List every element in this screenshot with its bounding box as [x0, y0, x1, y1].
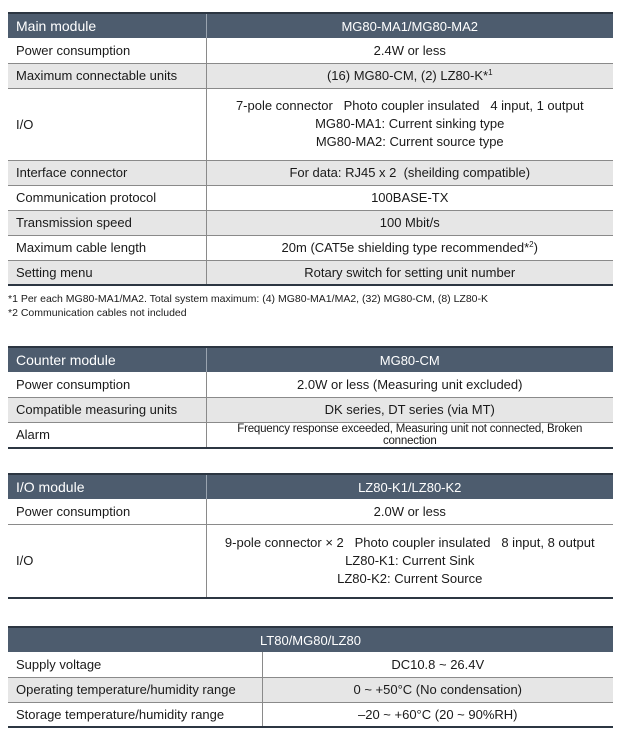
table-row: [8, 210, 613, 235]
row-value: 100BASE-TX: [206, 185, 613, 210]
row-label: Interface connector: [8, 160, 206, 185]
row-value: [206, 88, 613, 160]
row-value: –20 ~ +60°C (20 ~ 90%RH): [262, 702, 613, 727]
row-label: I/O: [8, 524, 206, 598]
row-value-line: 7-pole connector Photo coupler insulated 4 input, 1 output: [235, 98, 584, 113]
row-label: Power consumption: [8, 372, 206, 397]
main-module-table: [8, 12, 613, 286]
table-row: [8, 372, 613, 397]
row-value-line: LZ80-K2: Current Source: [337, 570, 483, 586]
counter-module-header: [8, 347, 613, 372]
table-row: [8, 677, 613, 702]
table-row: [8, 397, 613, 422]
row-value: For data: RJ45 x 2 (sheilding compatible): [206, 160, 613, 185]
row-value-line: MG80-MA2: Current source type: [315, 134, 504, 149]
row-label: Operating temperature/humidity range: [8, 677, 262, 702]
row-label: Setting menu: [8, 260, 206, 285]
table-row: [8, 38, 613, 63]
header-label: Main module: [8, 13, 206, 38]
table-row: [8, 63, 613, 88]
row-label: Maximum connectable units: [8, 63, 206, 88]
footnote-ref: 1: [488, 68, 493, 77]
footnote-ref: 2: [529, 240, 534, 249]
table-row: [8, 235, 613, 260]
row-value: DK series, DT series (via MT): [206, 397, 613, 422]
row-value: 2.0W or less: [206, 499, 613, 524]
table-row: [8, 422, 613, 448]
header-value: MG80-CM: [206, 347, 613, 372]
row-value: [206, 235, 613, 260]
row-label: Compatible measuring units: [8, 397, 206, 422]
header-value: LZ80-K1/LZ80-K2: [206, 474, 613, 499]
row-label: Supply voltage: [8, 652, 262, 677]
row-label: Communication protocol: [8, 185, 206, 210]
row-value: [206, 63, 613, 88]
row-value: 2.4W or less: [206, 38, 613, 63]
table-row: [8, 185, 613, 210]
table-row: [8, 88, 613, 160]
row-value: Frequency response exceeded, Measuring unit not connected, Broken connection: [206, 422, 613, 448]
header-label: Counter module: [8, 347, 206, 372]
table-row: [8, 524, 613, 598]
row-label: Storage temperature/humidity range: [8, 702, 262, 727]
table-row: [8, 260, 613, 285]
row-value-line: 9-pole connector × 2 Photo coupler insulated 8 input, 8 output: [224, 534, 595, 550]
table-row: [8, 652, 613, 677]
row-value: [206, 524, 613, 598]
table-row: [8, 160, 613, 185]
header-value: MG80-MA1/MG80-MA2: [206, 13, 613, 38]
row-label: I/O: [8, 88, 206, 160]
counter-module-table: [8, 346, 613, 449]
common-spec-table: [8, 626, 613, 728]
table-row: [8, 702, 613, 727]
footnote: *2 Communication cables not included: [8, 307, 187, 319]
row-label: Alarm: [8, 422, 206, 448]
header-label: I/O module: [8, 474, 206, 499]
common-spec-header: [8, 627, 613, 652]
io-module-header: [8, 474, 613, 499]
row-value: 2.0W or less (Measuring unit excluded): [206, 372, 613, 397]
row-label: Transmission speed: [8, 210, 206, 235]
row-value-tail: ): [533, 240, 538, 255]
footnote: *1 Per each MG80-MA1/MA2. Total system maximum: (4) MG80-MA1/MA2, (32) MG80-CM, (8) LZ80-K: [8, 293, 489, 305]
row-value: 0 ~ +50°C (No condensation): [262, 677, 613, 702]
row-value-line: MG80-MA1: Current sinking type: [315, 116, 505, 131]
io-module-table: [8, 473, 613, 599]
row-label: Maximum cable length: [8, 235, 206, 260]
header-label: LT80/MG80/LZ80: [8, 627, 613, 652]
footnotes: [8, 292, 618, 320]
table-row: [8, 499, 613, 524]
row-value-text: (16) MG80-CM, (2) LZ80-K*: [326, 68, 489, 83]
row-value: 100 Mbit/s: [206, 210, 613, 235]
row-value-text: 20m (CAT5e shielding type recommended*: [281, 240, 530, 255]
row-value: DC10.8 ~ 26.4V: [262, 652, 613, 677]
row-label: Power consumption: [8, 38, 206, 63]
row-value-line: LZ80-K1: Current Sink: [345, 552, 475, 568]
main-module-header: [8, 13, 613, 38]
row-label: Power consumption: [8, 499, 206, 524]
row-value: Rotary switch for setting unit number: [206, 260, 613, 285]
